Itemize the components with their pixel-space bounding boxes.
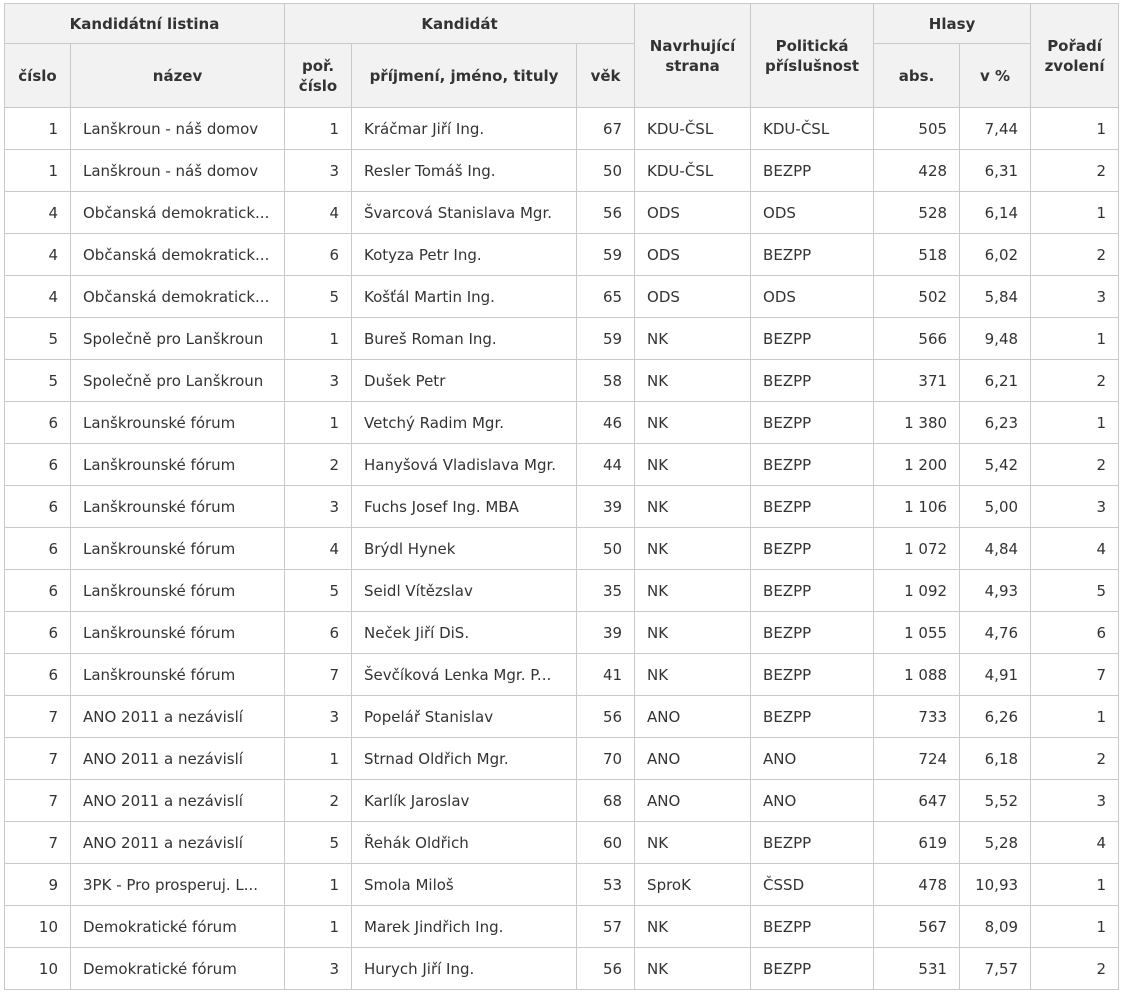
cell-navrhujici-strana: NK — [635, 486, 751, 528]
cell-hlasy-procenta: 4,91 — [960, 654, 1031, 696]
cell-hlasy-abs: 371 — [874, 360, 960, 402]
table-header — [5, 4, 1119, 108]
table-row — [5, 108, 1119, 150]
cell-jmeno: Neček Jiří DiS. — [352, 612, 577, 654]
cell-hlasy-abs: 505 — [874, 108, 960, 150]
table-row — [5, 654, 1119, 696]
cell-por-cislo: 1 — [285, 864, 352, 906]
cell-hlasy-abs: 502 — [874, 276, 960, 318]
cell-vek: 46 — [577, 402, 635, 444]
table-row — [5, 738, 1119, 780]
cell-vek: 70 — [577, 738, 635, 780]
table-row — [5, 906, 1119, 948]
cell-nazev: Demokratické fórum — [71, 948, 285, 990]
table-row — [5, 486, 1119, 528]
header-por-cislo: poř. číslo — [285, 44, 352, 108]
cell-politicka-prislusnost: KDU-ČSL — [751, 108, 874, 150]
cell-por-cislo: 1 — [285, 108, 352, 150]
cell-navrhujici-strana: NK — [635, 570, 751, 612]
table-row — [5, 402, 1119, 444]
cell-cislo: 7 — [5, 822, 71, 864]
cell-politicka-prislusnost: ANO — [751, 738, 874, 780]
header-abs: abs. — [874, 44, 960, 108]
cell-vek: 56 — [577, 192, 635, 234]
cell-cislo: 6 — [5, 444, 71, 486]
cell-por-cislo: 5 — [285, 570, 352, 612]
cell-politicka-prislusnost: BEZPP — [751, 906, 874, 948]
cell-cislo: 4 — [5, 234, 71, 276]
cell-hlasy-abs: 724 — [874, 738, 960, 780]
cell-nazev: Lanškrounské fórum — [71, 570, 285, 612]
cell-por-cislo: 2 — [285, 444, 352, 486]
cell-jmeno: Řehák Oldřich — [352, 822, 577, 864]
table-row — [5, 150, 1119, 192]
cell-poradi-zvoleni: 7 — [1031, 654, 1119, 696]
cell-cislo: 1 — [5, 150, 71, 192]
cell-politicka-prislusnost: BEZPP — [751, 612, 874, 654]
cell-nazev: Lanškrounské fórum — [71, 528, 285, 570]
cell-vek: 35 — [577, 570, 635, 612]
cell-cislo: 6 — [5, 402, 71, 444]
cell-nazev: Lanškrounské fórum — [71, 612, 285, 654]
cell-hlasy-procenta: 10,93 — [960, 864, 1031, 906]
cell-poradi-zvoleni: 2 — [1031, 150, 1119, 192]
cell-navrhujici-strana: NK — [635, 402, 751, 444]
cell-por-cislo: 3 — [285, 486, 352, 528]
cell-jmeno: Popelář Stanislav — [352, 696, 577, 738]
cell-cislo: 6 — [5, 612, 71, 654]
header-poradi-zvoleni: Pořadí zvolení — [1031, 4, 1119, 108]
table-row — [5, 318, 1119, 360]
cell-poradi-zvoleni: 1 — [1031, 318, 1119, 360]
cell-hlasy-procenta: 4,76 — [960, 612, 1031, 654]
cell-jmeno: Ševčíková Lenka Mgr. P... — [352, 654, 577, 696]
cell-cislo: 5 — [5, 360, 71, 402]
cell-jmeno: Dušek Petr — [352, 360, 577, 402]
cell-vek: 39 — [577, 486, 635, 528]
header-politicka-prislusnost: Politická příslušnost — [751, 4, 874, 108]
cell-politicka-prislusnost: BEZPP — [751, 318, 874, 360]
header-v-procentech: v % — [960, 44, 1031, 108]
cell-por-cislo: 1 — [285, 738, 352, 780]
cell-navrhujici-strana: NK — [635, 948, 751, 990]
cell-por-cislo: 5 — [285, 276, 352, 318]
cell-por-cislo: 7 — [285, 654, 352, 696]
cell-hlasy-abs: 518 — [874, 234, 960, 276]
cell-hlasy-procenta: 5,00 — [960, 486, 1031, 528]
results-table — [4, 3, 1119, 990]
cell-poradi-zvoleni: 4 — [1031, 822, 1119, 864]
cell-hlasy-procenta: 6,18 — [960, 738, 1031, 780]
cell-por-cislo: 4 — [285, 192, 352, 234]
cell-vek: 57 — [577, 906, 635, 948]
header-navrhujici-strana: Navrhující strana — [635, 4, 751, 108]
cell-navrhujici-strana: KDU-ČSL — [635, 150, 751, 192]
cell-hlasy-abs: 647 — [874, 780, 960, 822]
cell-cislo: 10 — [5, 948, 71, 990]
cell-jmeno: Brýdl Hynek — [352, 528, 577, 570]
cell-vek: 68 — [577, 780, 635, 822]
cell-poradi-zvoleni: 1 — [1031, 906, 1119, 948]
table-row — [5, 864, 1119, 906]
cell-hlasy-procenta: 6,26 — [960, 696, 1031, 738]
cell-politicka-prislusnost: ANO — [751, 780, 874, 822]
cell-jmeno: Smola Miloš — [352, 864, 577, 906]
cell-hlasy-abs: 531 — [874, 948, 960, 990]
cell-hlasy-procenta: 7,57 — [960, 948, 1031, 990]
cell-vek: 58 — [577, 360, 635, 402]
cell-cislo: 5 — [5, 318, 71, 360]
cell-navrhujici-strana: SproK — [635, 864, 751, 906]
cell-nazev: ANO 2011 a nezávislí — [71, 822, 285, 864]
cell-politicka-prislusnost: BEZPP — [751, 486, 874, 528]
cell-poradi-zvoleni: 3 — [1031, 276, 1119, 318]
cell-hlasy-abs: 566 — [874, 318, 960, 360]
header-kandidatni-listina: Kandidátní listina — [5, 4, 285, 44]
cell-jmeno: Kotyza Petr Ing. — [352, 234, 577, 276]
cell-cislo: 7 — [5, 738, 71, 780]
cell-jmeno: Resler Tomáš Ing. — [352, 150, 577, 192]
cell-cislo: 4 — [5, 192, 71, 234]
cell-jmeno: Hanyšová Vladislava Mgr. — [352, 444, 577, 486]
cell-hlasy-procenta: 7,44 — [960, 108, 1031, 150]
cell-hlasy-procenta: 5,42 — [960, 444, 1031, 486]
cell-hlasy-abs: 733 — [874, 696, 960, 738]
cell-vek: 60 — [577, 822, 635, 864]
cell-nazev: 3PK - Pro prosperuj. L... — [71, 864, 285, 906]
cell-politicka-prislusnost: BEZPP — [751, 402, 874, 444]
cell-nazev: Společně pro Lanškroun — [71, 318, 285, 360]
cell-poradi-zvoleni: 1 — [1031, 696, 1119, 738]
cell-hlasy-procenta: 5,28 — [960, 822, 1031, 864]
cell-cislo: 7 — [5, 780, 71, 822]
cell-navrhujici-strana: NK — [635, 906, 751, 948]
cell-hlasy-abs: 528 — [874, 192, 960, 234]
cell-cislo: 1 — [5, 108, 71, 150]
cell-hlasy-procenta: 4,93 — [960, 570, 1031, 612]
cell-nazev: Lanškrounské fórum — [71, 444, 285, 486]
cell-hlasy-abs: 567 — [874, 906, 960, 948]
header-hlasy: Hlasy — [874, 4, 1031, 44]
cell-cislo: 6 — [5, 486, 71, 528]
cell-vek: 56 — [577, 696, 635, 738]
cell-jmeno: Karlík Jaroslav — [352, 780, 577, 822]
cell-poradi-zvoleni: 2 — [1031, 948, 1119, 990]
header-nazev: název — [71, 44, 285, 108]
cell-vek: 41 — [577, 654, 635, 696]
cell-vek: 53 — [577, 864, 635, 906]
cell-poradi-zvoleni: 6 — [1031, 612, 1119, 654]
header-prijmeni-jmeno-tituly: příjmení, jméno, tituly — [352, 44, 577, 108]
cell-politicka-prislusnost: BEZPP — [751, 948, 874, 990]
table-body — [5, 108, 1119, 990]
table-row — [5, 780, 1119, 822]
cell-navrhujici-strana: NK — [635, 318, 751, 360]
cell-hlasy-abs: 1 055 — [874, 612, 960, 654]
cell-hlasy-procenta: 4,84 — [960, 528, 1031, 570]
cell-navrhujici-strana: KDU-ČSL — [635, 108, 751, 150]
cell-nazev: Občanská demokratick... — [71, 234, 285, 276]
header-vek: věk — [577, 44, 635, 108]
cell-politicka-prislusnost: BEZPP — [751, 234, 874, 276]
table-row — [5, 612, 1119, 654]
cell-por-cislo: 1 — [285, 402, 352, 444]
cell-vek: 56 — [577, 948, 635, 990]
cell-poradi-zvoleni: 1 — [1031, 108, 1119, 150]
cell-navrhujici-strana: NK — [635, 444, 751, 486]
cell-poradi-zvoleni: 3 — [1031, 486, 1119, 528]
cell-politicka-prislusnost: BEZPP — [751, 360, 874, 402]
cell-vek: 44 — [577, 444, 635, 486]
cell-jmeno: Seidl Vítězslav — [352, 570, 577, 612]
cell-jmeno: Fuchs Josef Ing. MBA — [352, 486, 577, 528]
cell-cislo: 4 — [5, 276, 71, 318]
cell-por-cislo: 6 — [285, 234, 352, 276]
cell-navrhujici-strana: ANO — [635, 780, 751, 822]
cell-por-cislo: 3 — [285, 150, 352, 192]
cell-politicka-prislusnost: BEZPP — [751, 528, 874, 570]
cell-cislo: 7 — [5, 696, 71, 738]
cell-cislo: 6 — [5, 528, 71, 570]
cell-por-cislo: 6 — [285, 612, 352, 654]
cell-hlasy-procenta: 5,84 — [960, 276, 1031, 318]
table-row — [5, 948, 1119, 990]
cell-nazev: Občanská demokratick... — [71, 276, 285, 318]
table-row — [5, 570, 1119, 612]
cell-hlasy-procenta: 6,14 — [960, 192, 1031, 234]
cell-jmeno: Bureš Roman Ing. — [352, 318, 577, 360]
cell-navrhujici-strana: NK — [635, 822, 751, 864]
cell-vek: 59 — [577, 318, 635, 360]
cell-navrhujici-strana: NK — [635, 612, 751, 654]
cell-cislo: 9 — [5, 864, 71, 906]
cell-hlasy-abs: 1 092 — [874, 570, 960, 612]
cell-por-cislo: 1 — [285, 318, 352, 360]
cell-navrhujici-strana: ODS — [635, 276, 751, 318]
cell-poradi-zvoleni: 1 — [1031, 192, 1119, 234]
cell-por-cislo: 3 — [285, 948, 352, 990]
cell-hlasy-procenta: 5,52 — [960, 780, 1031, 822]
table-row — [5, 360, 1119, 402]
cell-jmeno: Strnad Oldřich Mgr. — [352, 738, 577, 780]
cell-politicka-prislusnost: ODS — [751, 276, 874, 318]
cell-poradi-zvoleni: 1 — [1031, 864, 1119, 906]
cell-hlasy-abs: 1 106 — [874, 486, 960, 528]
cell-nazev: Lanškrounské fórum — [71, 402, 285, 444]
table-row — [5, 234, 1119, 276]
cell-hlasy-procenta: 6,23 — [960, 402, 1031, 444]
cell-por-cislo: 1 — [285, 906, 352, 948]
cell-nazev: Demokratické fórum — [71, 906, 285, 948]
cell-nazev: Lanškroun - náš domov — [71, 108, 285, 150]
cell-politicka-prislusnost: ODS — [751, 192, 874, 234]
cell-jmeno: Marek Jindřich Ing. — [352, 906, 577, 948]
cell-jmeno: Košťál Martin Ing. — [352, 276, 577, 318]
cell-politicka-prislusnost: BEZPP — [751, 444, 874, 486]
cell-por-cislo: 2 — [285, 780, 352, 822]
cell-hlasy-abs: 1 072 — [874, 528, 960, 570]
cell-cislo: 6 — [5, 570, 71, 612]
table-row — [5, 444, 1119, 486]
cell-hlasy-abs: 1 380 — [874, 402, 960, 444]
cell-por-cislo: 3 — [285, 360, 352, 402]
cell-nazev: Společně pro Lanškroun — [71, 360, 285, 402]
cell-navrhujici-strana: ODS — [635, 234, 751, 276]
cell-politicka-prislusnost: BEZPP — [751, 696, 874, 738]
cell-politicka-prislusnost: BEZPP — [751, 822, 874, 864]
cell-hlasy-procenta: 6,31 — [960, 150, 1031, 192]
cell-nazev: ANO 2011 a nezávislí — [71, 696, 285, 738]
table-row — [5, 192, 1119, 234]
cell-hlasy-abs: 1 200 — [874, 444, 960, 486]
cell-politicka-prislusnost: BEZPP — [751, 654, 874, 696]
cell-politicka-prislusnost: ČSSD — [751, 864, 874, 906]
cell-nazev: Lanškroun - náš domov — [71, 150, 285, 192]
cell-jmeno: Vetchý Radim Mgr. — [352, 402, 577, 444]
cell-poradi-zvoleni: 4 — [1031, 528, 1119, 570]
cell-nazev: Občanská demokratick... — [71, 192, 285, 234]
cell-hlasy-procenta: 6,02 — [960, 234, 1031, 276]
cell-vek: 50 — [577, 528, 635, 570]
cell-poradi-zvoleni: 3 — [1031, 780, 1119, 822]
table-row — [5, 528, 1119, 570]
cell-vek: 59 — [577, 234, 635, 276]
cell-nazev: ANO 2011 a nezávislí — [71, 780, 285, 822]
cell-vek: 39 — [577, 612, 635, 654]
cell-cislo: 10 — [5, 906, 71, 948]
cell-jmeno: Hurych Jiří Ing. — [352, 948, 577, 990]
cell-politicka-prislusnost: BEZPP — [751, 570, 874, 612]
cell-poradi-zvoleni: 1 — [1031, 402, 1119, 444]
table-row — [5, 822, 1119, 864]
cell-hlasy-procenta: 6,21 — [960, 360, 1031, 402]
cell-vek: 67 — [577, 108, 635, 150]
cell-hlasy-abs: 619 — [874, 822, 960, 864]
cell-politicka-prislusnost: BEZPP — [751, 150, 874, 192]
cell-poradi-zvoleni: 2 — [1031, 360, 1119, 402]
cell-por-cislo: 3 — [285, 696, 352, 738]
cell-poradi-zvoleni: 2 — [1031, 234, 1119, 276]
cell-nazev: ANO 2011 a nezávislí — [71, 738, 285, 780]
cell-hlasy-procenta: 9,48 — [960, 318, 1031, 360]
cell-jmeno: Švarcová Stanislava Mgr. — [352, 192, 577, 234]
cell-por-cislo: 4 — [285, 528, 352, 570]
header-cislo: číslo — [5, 44, 71, 108]
cell-cislo: 6 — [5, 654, 71, 696]
cell-navrhujici-strana: ANO — [635, 696, 751, 738]
table-row — [5, 276, 1119, 318]
cell-vek: 50 — [577, 150, 635, 192]
cell-poradi-zvoleni: 5 — [1031, 570, 1119, 612]
cell-poradi-zvoleni: 2 — [1031, 444, 1119, 486]
cell-navrhujici-strana: ANO — [635, 738, 751, 780]
cell-nazev: Lanškrounské fórum — [71, 486, 285, 528]
cell-hlasy-abs: 1 088 — [874, 654, 960, 696]
cell-hlasy-abs: 478 — [874, 864, 960, 906]
cell-nazev: Lanškrounské fórum — [71, 654, 285, 696]
cell-poradi-zvoleni: 2 — [1031, 738, 1119, 780]
cell-hlasy-procenta: 8,09 — [960, 906, 1031, 948]
cell-navrhujici-strana: ODS — [635, 192, 751, 234]
cell-navrhujici-strana: NK — [635, 654, 751, 696]
cell-jmeno: Kráčmar Jiří Ing. — [352, 108, 577, 150]
cell-navrhujici-strana: NK — [635, 360, 751, 402]
header-kandidat: Kandidát — [285, 4, 635, 44]
cell-por-cislo: 5 — [285, 822, 352, 864]
cell-hlasy-abs: 428 — [874, 150, 960, 192]
cell-navrhujici-strana: NK — [635, 528, 751, 570]
cell-vek: 65 — [577, 276, 635, 318]
table-row — [5, 696, 1119, 738]
